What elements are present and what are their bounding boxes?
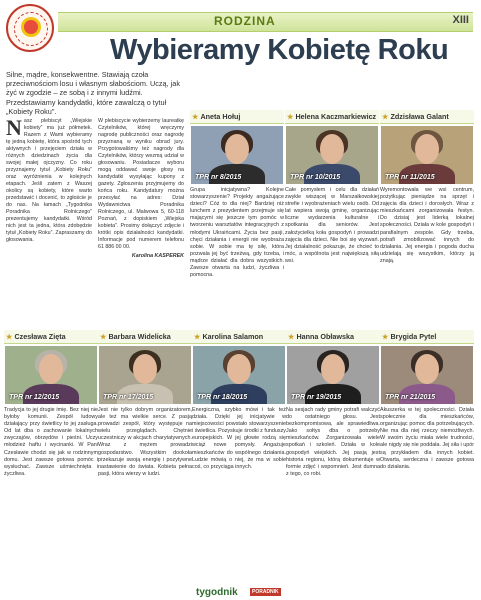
contest-logo [6,4,54,52]
candidate-description: Na sesjach rady gminy potrafi walczyć do ostatniego głosu. Jest bezkompromisowa, ale sprawiedliwa. Jako sołtys dba o potrzeby mieszkańców. Zorganizowała wiele spotkań i szkoleń. Działa w kole gospodyń wiejskich. Jej pasją jest historia regionu, którą dokumentuje w formie zdjęć i wspomnień. Jest dumna z tego, co robi. [286,407,380,477]
section-title: RODZINA [214,14,276,28]
photo-figure-face [321,354,345,384]
article-column-2 [98,118,184,260]
article-column-1 [6,115,92,244]
candidate-description: Akuszerka w tej społeczności. Działa społecznie dla mieszkańców, organizując pomoc dla potrzebujących. Nie ma dla niej rzeczy niemożliwych. W swoim życiu miała wiele trudności, ale nigdy się nie poddała. Jej siła i upór są przykładem dla innych kobiet. Otwarta, serdeczna i zawsze gotowa do działania. [380,407,474,470]
photo-figure-face [415,134,439,164]
article-text-2: W plebiscycie wybierzemy laureatkę Czytelników, której wręczymy nagrodę publiczności oraz nagrodę przyznaną w wyniku obrad jury. Przygotowaliśmy też nagrody dla Czytelników, którzy wezmą udział w głosowaniu. Posiadacze wyboru mogą oddawać swoje głosy na kandydatki wysyłając kupony z gazety. Zgłoszenia przyjmujemy do końca roku. Kandydatury można przesyłać na adres: Dział Wydawnictwa Poradnika Rolniczego, ul. Malwowa 5, 60-118 Poznań, z dopiskiem „Wiejska kobieta". Prosimy dołączyć zdjęcie i krótki opis działalności kandydatki. Informacje pod numerem telefonu 61 886 00 00. [98,118,184,250]
candidate-description: Energiczna, szybko mówi i tak też działa. Dzięki jej inicjatywie w miejscowości powstało stowarzyszenie i świetlica. Pozyskuje środki z funduszy europejskich. W jej głowie rodzą się wciąż nowe pomysły. Angażuje mieszkańców do wspólnego działania. Ludzie mówią o niej, że ma w sobie coś, co przyciąga innych. [192,407,286,470]
issue-tag: TPR nr 17/2015 [103,394,154,401]
candidate-description: Wyremontowała we wsi centrum, pożytkując pieniądze na sprzęt i zajęcia dla dzieci i dorosłych. Wraz z mieszkańcami zorganizowała festyn. Do dzisiaj jest liderką lokalnej społeczności. Działa w kole gospodyń i parafialnym zespole. Gdy trzeba, potrafi zmobilizować innych do działania. Jej energia i pogoda ducha udzielają się wszystkim, którzy ją znają. [380,187,474,264]
headline: Wybieramy Kobietę Roku [110,34,449,66]
candidate-photo [99,346,191,404]
candidate-card [285,110,379,265]
star-icon: ★ [382,332,389,341]
candidate-photo [286,126,378,184]
candidate-photo [191,126,283,184]
candidate-photo [287,346,379,404]
candidate-card [380,110,474,265]
candidate-name: Brygida Pytel [390,332,437,341]
page-number: XIII [452,14,469,26]
candidate-photo [5,346,97,404]
photo-figure-face [415,354,439,384]
article-text-1: asz plebiscyt „Wiejskie kobiety” ma już półmetek. Razem z Wami wybieramy tę jedną kobietę, która spośród tych aktywnych i przejęciem działa w różnych dziedzinach życia dla swojej małej ojczyzny. Co roku przyznajemy tytuł „Kobiety Roku” oraz wyróżnienia w kolejnych etapach. Jeśli zatem z Waszej okolicy są kobiety, które warto przedstawić i docenić, to zgłoście je do nas. Na łamach „Tygodnika Poradnika Rolniczego” prezentujemy kandydatki. Wśród nich jest ta jedna, która zdobędzie tytuł „Kobiety Roku”. Zapraszamy do głosowania. [6,118,92,243]
brand-logo: tygodnik [196,587,238,598]
photo-figure-face [225,134,249,164]
candidate-card [192,330,286,471]
candidate-name: Helena Kaczmarkiewicz [295,112,377,121]
flower-icon [24,20,38,34]
issue-tag: TPR nr 10/2015 [290,174,341,181]
issue-tag: TPR nr 21/2015 [385,394,436,401]
issue-tag: TPR nr 18/2015 [197,394,248,401]
author-signature: Karolina KASPEREK [131,253,184,259]
candidate-name-bar [286,330,380,344]
photo-figure-face [320,134,344,164]
star-icon: ★ [194,332,201,341]
issue-tag: TPR nr 8/2015 [195,174,242,181]
candidate-name-bar [4,330,98,344]
candidate-name: Czesława Zięta [14,332,66,341]
candidate-card [380,330,474,471]
candidate-card [98,330,192,478]
candidate-photo [381,346,473,404]
issue-tag: TPR nr 19/2015 [291,394,342,401]
candidate-name: Aneta Hołuj [200,112,241,121]
photo-figure-face [133,354,157,384]
candidate-photo [381,126,473,184]
star-icon: ★ [6,332,13,341]
candidate-name-bar [380,110,474,124]
star-icon: ★ [100,332,107,341]
candidate-name: Karolina Salamon [202,332,264,341]
issue-tag: TPR nr 11/2015 [385,174,435,181]
candidate-card [4,330,98,478]
candidate-card [286,330,380,478]
star-icon: ★ [287,112,294,121]
star-icon: ★ [288,332,295,341]
brand-badge: PORADNIK [252,589,279,595]
candidate-description: Tradycja to jej drugie imię. Bez niej nie byłoby komunii. Zespół ludowy działający przy świetlicy to jej zasługa. Od lat dba o zachowanie lokalnych zwyczajów, obrzędów i pieśni. Uczy młodzież haftu i wycinanki. W Pani Czesławie chodzi się jak w rodzinnym domu. Jest zawsze gotowa pomóc i wysłuchać. Zawsze uśmiechnięta i życzliwa. [4,407,98,477]
drop-cap: N [6,115,22,140]
photo-figure-face [227,354,251,384]
star-icon: ★ [192,112,199,121]
candidate-name-bar [285,110,379,124]
issue-tag: TPR nr 12/2015 [9,394,60,401]
footer [0,586,481,600]
candidate-name: Zdzisława Galant [390,112,449,121]
candidate-name: Barbara Widelicka [108,332,171,341]
candidate-description: Całe pomysłem i celu dla działań zwykle wiszącej w Marszałkowskiej strefie i wyobrażeniach wielu osób. Od lat wspiera swoją gminę, organizując liczne wydarzenia kulturalne i spotkania dla seniorów. Jest założycielką koła gospodyń i prowadzi zajęcia dla dzieci. Nie boi się wyzwań. Jej działalność pokazuje, że chcieć to móc, a wspólnota jest największą siłą wsi. [285,187,379,264]
candidate-name-bar [192,330,286,344]
candidate-description: Jest nie tylko dobrym organizatorem, ale też ma wielkie serce. Z pasją prowadzi zespół, który występuje na wielu przeglądach. Chętnie uczestniczy w akcjach charytatywnych. Wraz z mężem prowadzi gospodarstwo. Wszystkim dookoła przekazuje swoją energię i pozytywne nastawienie do świata. Kobieta pełna pasji, która wierzy w ludzi. [98,407,192,477]
candidate-photo [193,346,285,404]
candidate-name-bar [98,330,192,344]
candidate-card [190,110,284,279]
photo-figure-face [39,354,63,384]
star-icon: ★ [382,112,389,121]
candidate-name-bar [190,110,284,124]
candidate-name: Hanna Obławska [296,332,354,341]
candidate-description: Grupa inicjatywna? Kolejne stowarzyszenie? Projekty angażujące dzieci? Cóż to dla niej? Bardziej niż lunchem z prezydentem przejmuje się mającymi się jeszcze tym pomóc w tworzeniu warsztatów integracyjnych z młodymi Ukraińcami. Życia bez pasji, chęci działania i energii nie wyobraża sobie. W sobie ma tę siłę, która pozwala jej być trzeźwą, gdy trzeba, i mądrze działać dla dobra wszystkich. Zawsze otwarta na ludzi, życzliwa i pomocna. [190,187,284,279]
candidate-name-bar [380,330,474,344]
lead-paragraph: Silne, mądre, konsekwentne. Stawiają czoła przeciwnościom losu i własnym słabościom. Uczą, jak żyć w zgodzie – ze sobą i z innymi ludźmi. Przedstawiamy kandydatki, które zawalczą o tytuł „Kobiety Roku". [6,70,180,116]
